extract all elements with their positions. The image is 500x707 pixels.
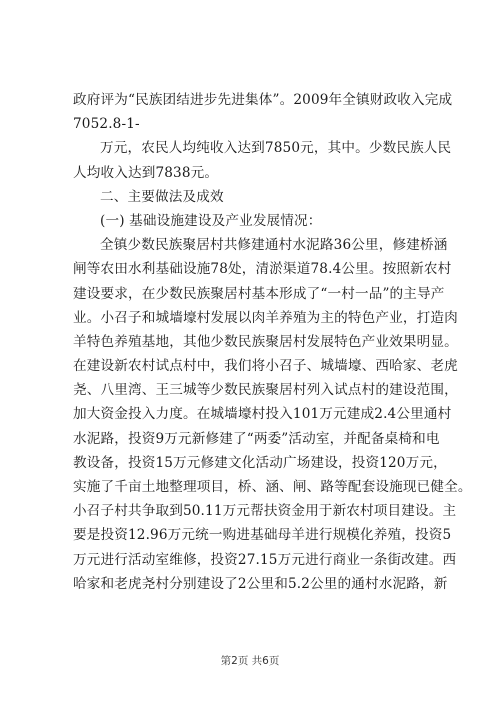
text-line: 政府评为“民族团结进步先进集体”。2009年全镇财政收入完成 bbox=[73, 92, 453, 108]
text-line: 万元进行活动室维修，投资27.15万元进行商业一条街改建。西 bbox=[73, 551, 457, 568]
text-line: 闸等农田水利基础设施78处，清淤渠道78.4公里。按照新农村 bbox=[73, 261, 452, 278]
text-line: (一) 基础设施建设及产业发展情况： bbox=[100, 212, 322, 229]
text-line: 实施了千亩土地整理项目，桥、涵、闸、路等配套设施现已健全。 bbox=[73, 479, 472, 495]
text-line: 业。小召子和城墙壕村发展以肉羊养殖为主的特色产业，打造肉 bbox=[73, 309, 458, 326]
text-line: 水泥路，投资9万元新修建了“两委”活动室，并配备桌椅和电 bbox=[73, 430, 440, 447]
page-footer: 第2页 共6页 bbox=[220, 655, 280, 667]
text-line: 要是投资12.96万元统一购进基础母羊进行规模化养殖，投资5 bbox=[73, 527, 452, 544]
text-line: 尧、八里湾、王三城等少数民族聚居村列入试点村的建设范围， bbox=[73, 382, 458, 399]
text-line: 在建设新农村试点村中，我们将小召子、城墙壕、西哈家、老虎 bbox=[73, 358, 458, 375]
text-line: 7052.8-1- bbox=[73, 116, 140, 133]
text-line: 加大资金投入力度。在城墙壕村投入101万元建成2.4公里通村 bbox=[73, 406, 452, 423]
text-line: 小召子村共争取到50.11万元帮扶资金用于新农村项目建设。主 bbox=[73, 503, 457, 520]
text-line: 万元，农民人均纯收入达到7850元，其中。少数民族人民 bbox=[100, 140, 452, 157]
document-body bbox=[73, 88, 472, 596]
text-line: 人均收入达到7838元。 bbox=[73, 164, 219, 181]
text-line: 二、主要做法及成效 bbox=[100, 188, 224, 205]
text-line: 教设备，投资15万元修建文化活动广场建设，投资120万元， bbox=[73, 454, 447, 471]
text-line: 全镇少数民族聚居村共修建通村水泥路36公里，修建桥涵 bbox=[100, 237, 448, 254]
text-line: 哈家和老虎尧村分别建设了2公里和5.2公里的通村水泥路，新 bbox=[73, 575, 448, 592]
text-line: 羊特色养殖基地，其他少数民族聚居村发展特色产业效果明显。 bbox=[73, 333, 458, 350]
text-line: 建设要求，在少数民族聚居村基本形成了“一村一品”的主导产 bbox=[73, 285, 445, 302]
